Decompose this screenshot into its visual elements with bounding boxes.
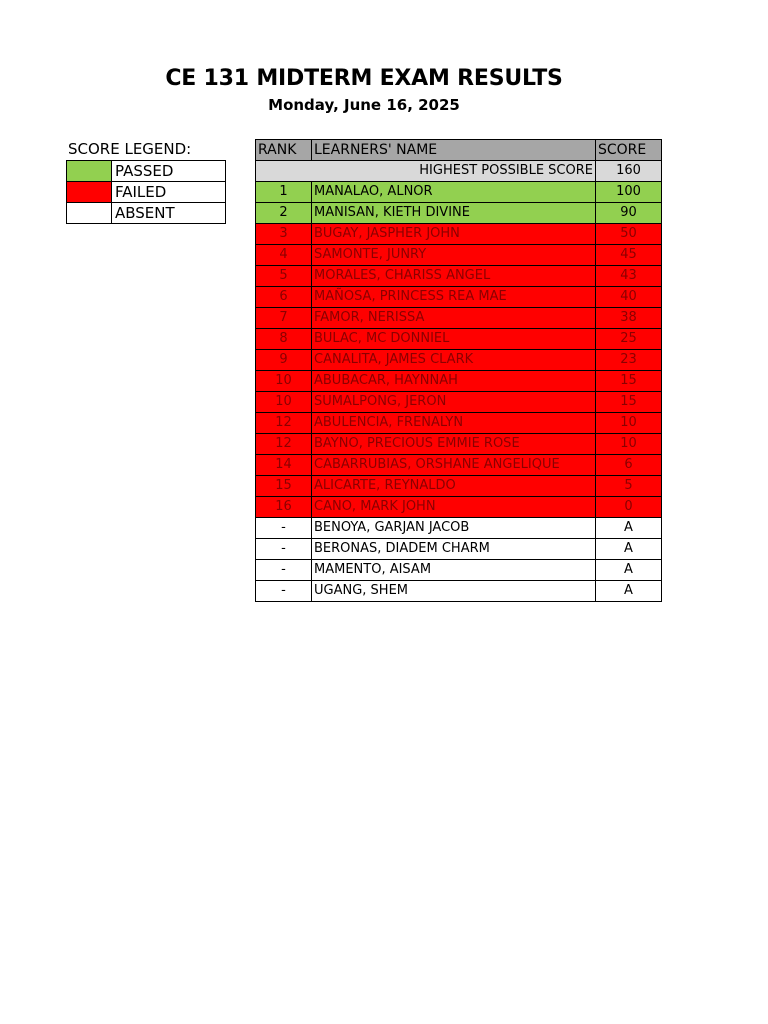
table-row [256, 581, 662, 602]
table-row [256, 308, 662, 329]
table-row [256, 350, 662, 371]
highest-possible-score-row [256, 161, 662, 182]
rank-cell: 7 [256, 308, 312, 329]
rank-cell: 6 [256, 287, 312, 308]
score-cell: 25 [596, 329, 662, 350]
table-row [256, 224, 662, 245]
rank-cell: 5 [256, 266, 312, 287]
table-row [256, 455, 662, 476]
score-cell: 90 [596, 203, 662, 224]
score-cell: 15 [596, 392, 662, 413]
legend-row-absent [67, 203, 226, 224]
learner-name-cell: MANALAO, ALNOR [312, 182, 596, 203]
table-row [256, 413, 662, 434]
table-row [256, 392, 662, 413]
legend-row-passed [67, 161, 226, 182]
rank-cell: 14 [256, 455, 312, 476]
rank-cell: 12 [256, 434, 312, 455]
learner-name-cell: CABARRUBIAS, ORSHANE ANGELIQUE [312, 455, 596, 476]
legend-swatch-absent [67, 203, 112, 224]
highest-possible-score-value: 160 [596, 161, 662, 182]
highest-possible-score-label: HIGHEST POSSIBLE SCORE [256, 161, 596, 182]
score-cell: 40 [596, 287, 662, 308]
learner-name-cell: ABUBACAR, HAYNNAH [312, 371, 596, 392]
page-title: CE 131 MIDTERM EXAM RESULTS [165, 66, 563, 91]
rank-cell: 1 [256, 182, 312, 203]
header-score: SCORE [596, 140, 662, 161]
exam-date: Monday, June 16, 2025 [268, 96, 460, 114]
rank-cell: - [256, 560, 312, 581]
learner-name-cell: BENOYA, GARJAN JACOB [312, 518, 596, 539]
table-row [256, 539, 662, 560]
rank-cell: 12 [256, 413, 312, 434]
learner-name-cell: FAMOR, NERISSA [312, 308, 596, 329]
learner-name-cell: MAÑOSA, PRINCESS REA MAE [312, 287, 596, 308]
score-cell: 45 [596, 245, 662, 266]
header-rank: RANK [256, 140, 312, 161]
rank-cell: - [256, 539, 312, 560]
score-cell: 100 [596, 182, 662, 203]
score-cell: 10 [596, 434, 662, 455]
legend-label-absent: ABSENT [112, 203, 226, 224]
learner-name-cell: MORALES, CHARISS ANGEL [312, 266, 596, 287]
score-cell: 0 [596, 497, 662, 518]
table-row [256, 434, 662, 455]
score-cell: 10 [596, 413, 662, 434]
learner-name-cell: BERONAS, DIADEM CHARM [312, 539, 596, 560]
table-row [256, 182, 662, 203]
score-cell: A [596, 539, 662, 560]
table-row [256, 476, 662, 497]
learner-name-cell: MAMENTO, AISAM [312, 560, 596, 581]
learner-name-cell: BAYNO, PRECIOUS EMMIE ROSE [312, 434, 596, 455]
legend-swatch-failed [67, 182, 112, 203]
score-cell: 23 [596, 350, 662, 371]
rank-cell: 10 [256, 371, 312, 392]
learner-name-cell: UGANG, SHEM [312, 581, 596, 602]
table-header-row [256, 140, 662, 161]
learner-name-cell: BULAC, MC DONNIEL [312, 329, 596, 350]
table-row [256, 518, 662, 539]
score-cell: 38 [596, 308, 662, 329]
learner-name-cell: BUGAY, JASPHER JOHN [312, 224, 596, 245]
score-cell: A [596, 518, 662, 539]
legend-label-failed: FAILED [112, 182, 226, 203]
header-name: LEARNERS' NAME [312, 140, 596, 161]
learner-name-cell: ABULENCIA, FRENALYN [312, 413, 596, 434]
rank-cell: 15 [256, 476, 312, 497]
score-legend [66, 160, 226, 224]
table-row [256, 287, 662, 308]
score-cell: 15 [596, 371, 662, 392]
score-cell: A [596, 560, 662, 581]
learner-name-cell: MANISAN, KIETH DIVINE [312, 203, 596, 224]
score-cell: 6 [596, 455, 662, 476]
legend-row-failed [67, 182, 226, 203]
score-cell: 43 [596, 266, 662, 287]
legend-title: SCORE LEGEND: [68, 140, 192, 158]
legend-label-passed: PASSED [112, 161, 226, 182]
rank-cell: 8 [256, 329, 312, 350]
table-row [256, 266, 662, 287]
results-table [255, 139, 662, 602]
rank-cell: - [256, 581, 312, 602]
rank-cell: - [256, 518, 312, 539]
learner-name-cell: SUMALPONG, JERON [312, 392, 596, 413]
learner-name-cell: CANO, MARK JOHN [312, 497, 596, 518]
learner-name-cell: CANALITA, JAMES CLARK [312, 350, 596, 371]
legend-swatch-passed [67, 161, 112, 182]
rank-cell: 2 [256, 203, 312, 224]
rank-cell: 10 [256, 392, 312, 413]
table-row [256, 329, 662, 350]
learner-name-cell: ALICARTE, REYNALDO [312, 476, 596, 497]
learner-name-cell: SAMONTE, JUNRY [312, 245, 596, 266]
rank-cell: 4 [256, 245, 312, 266]
score-cell: 50 [596, 224, 662, 245]
score-cell: A [596, 581, 662, 602]
table-row [256, 371, 662, 392]
table-row [256, 560, 662, 581]
table-row [256, 497, 662, 518]
table-row [256, 245, 662, 266]
table-row [256, 203, 662, 224]
score-cell: 5 [596, 476, 662, 497]
rank-cell: 3 [256, 224, 312, 245]
rank-cell: 9 [256, 350, 312, 371]
rank-cell: 16 [256, 497, 312, 518]
